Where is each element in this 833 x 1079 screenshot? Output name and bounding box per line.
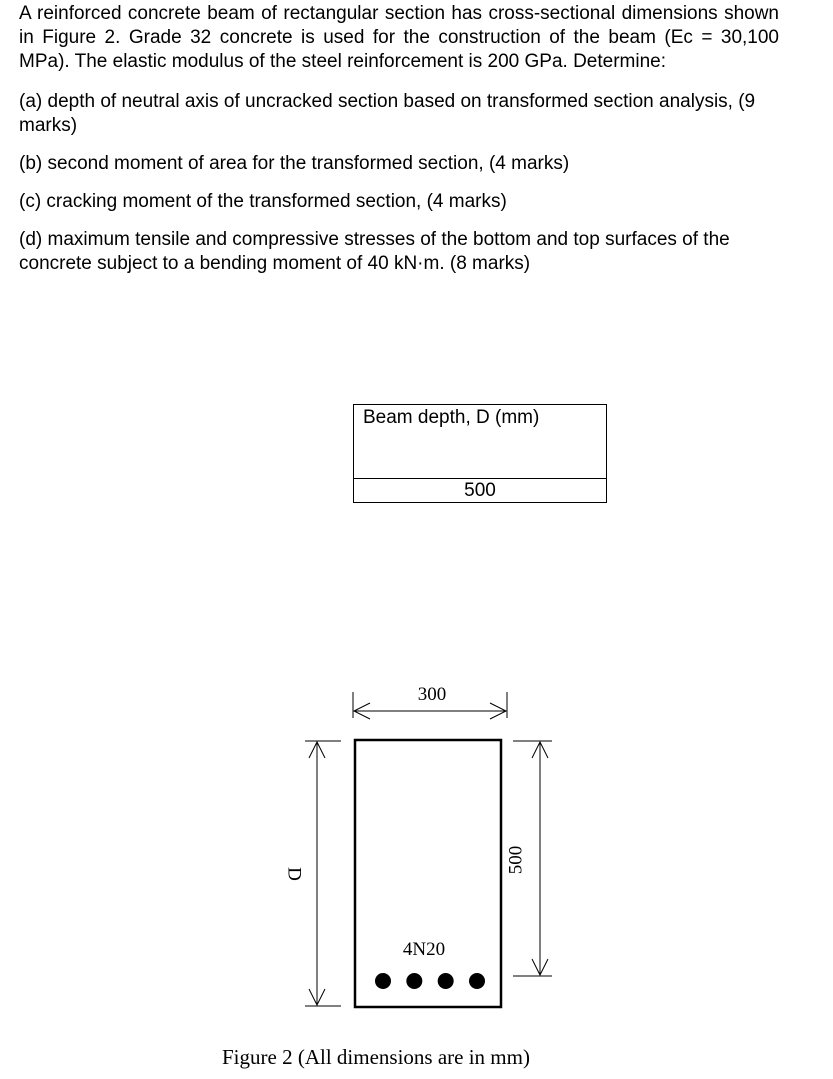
question-part-d: (d) maximum tensile and compressive stresses of the bottom and top surfaces of the concrete subject to a bending moment of 40 kN·m. (8 marks): [19, 229, 730, 274]
beam-section-outline: [355, 740, 501, 1007]
depth-label: D: [283, 867, 305, 881]
rebar-1: [375, 973, 391, 989]
figure-caption: Figure 2 (All dimensions are in mm): [222, 1045, 530, 1069]
beam-depth-header: Beam depth, D (mm): [354, 405, 607, 479]
beam-depth-value: 500: [354, 479, 607, 503]
reinforcement-bars: [375, 973, 485, 989]
question-part-a: (a) depth of neutral axis of uncracked section based on transformed section analysis, (9 marks): [19, 91, 756, 136]
rebar-2: [406, 973, 422, 989]
width-label: 300: [417, 684, 447, 705]
rebar-3: [438, 973, 454, 989]
effective-depth-label: 500: [505, 845, 527, 875]
question-intro: A reinforced concrete beam of rectangular section has cross-sectional dimensions shown in Figure 2. Grade 32 concrete is used for the construction of the beam (Ec = 30,100 MPa). The elastic modulus of the steel reinforcement is 200 GPa. Determine:: [19, 3, 779, 72]
rebar-4: [469, 973, 485, 989]
question-part-c: (c) cracking moment of the transformed section, (4 marks): [19, 191, 507, 212]
reinforcement-label: 4N20: [402, 939, 446, 960]
question-part-b: (b) second moment of area for the transformed section, (4 marks): [19, 153, 570, 174]
